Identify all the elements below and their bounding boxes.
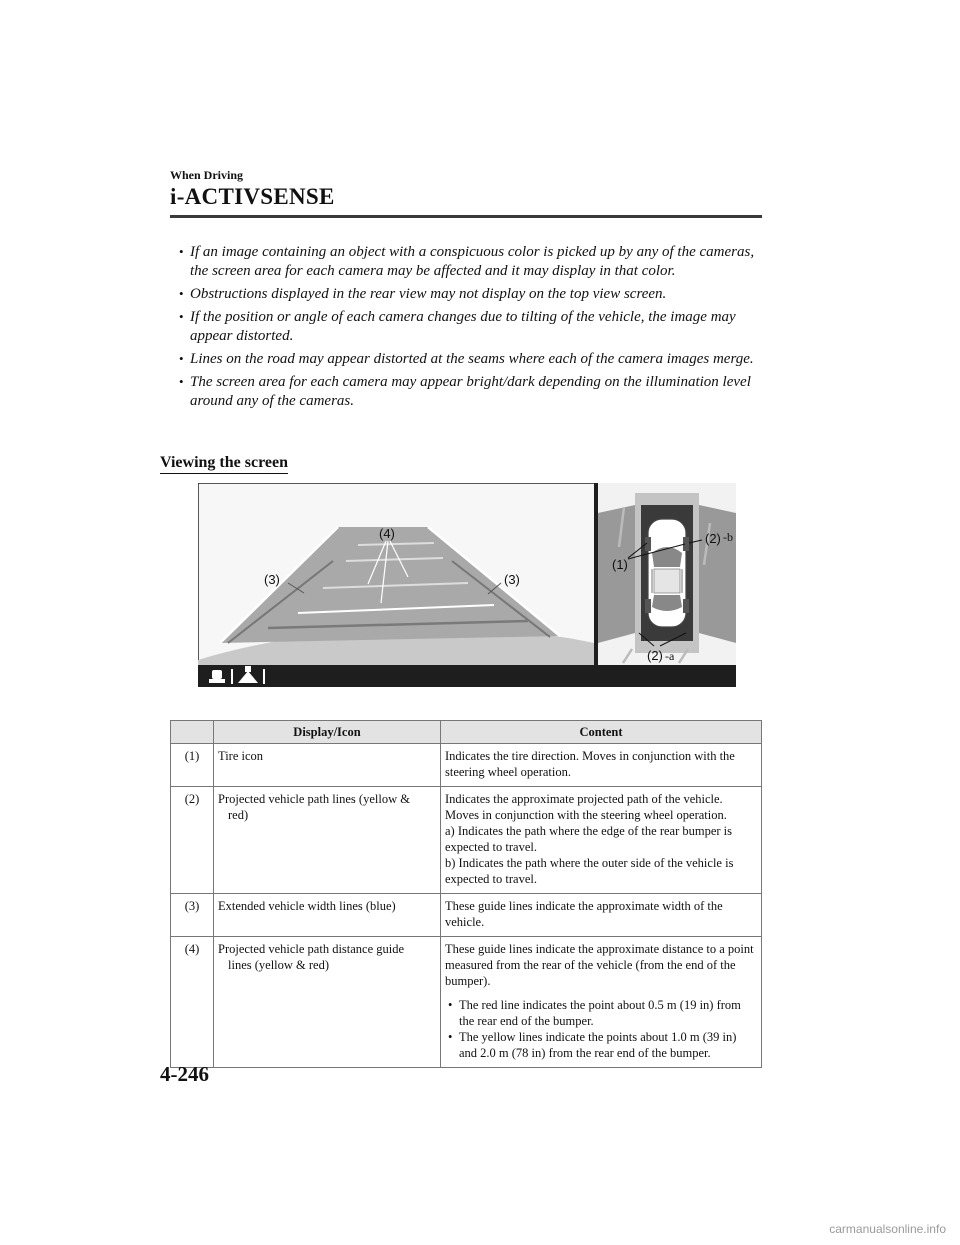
header-cell [171, 721, 214, 744]
row-content-b: b) Indicates the path where the outer side of the vehicle is expected to travel. [445, 856, 734, 886]
title-rule [170, 215, 762, 218]
car-top-icon [648, 519, 686, 627]
screen-illustration [198, 483, 736, 687]
label-2b-suffix: -b [723, 530, 733, 544]
table-row [171, 787, 762, 894]
bullet-text: If an image containing an object with a conspicuous color is picked up by any of the cameras, the screen area for each camera may be affected and it may display in that color. [190, 244, 755, 279]
row-sub-bullet: • The red line indicates the point about 0.5 m (19 in) from the rear end of the bumper. [448, 998, 741, 1028]
row-number: (2) [171, 787, 214, 894]
row-name-text: Projected vehicle path lines (yellow & [218, 792, 410, 806]
watermark-text: carmanualsonline.info [829, 1222, 946, 1236]
table-row [171, 937, 762, 1068]
row-name-text: Extended vehicle width lines (blue) [218, 899, 396, 913]
label-3-right: (3) [504, 572, 520, 587]
screen-figure [198, 483, 736, 687]
row-content: These guide lines indicate the approximate width of the vehicle. [441, 894, 762, 937]
table-header-row [171, 721, 762, 744]
header-cell: Display/Icon [214, 721, 441, 744]
row-number: (4) [171, 937, 214, 1068]
label-2a: (2) [647, 648, 663, 663]
row-content-text: Indicates the approximate projected path of the vehicle. Moves in conjunction with the steering wheel operation. [445, 792, 727, 822]
row-name-text: Projected vehicle path distance guide [218, 942, 405, 956]
row-display-icon [214, 787, 441, 894]
section-label: When Driving [170, 168, 244, 182]
row-sub-bullet: • The yellow lines indicate the points about 1.0 m (39 in) and 2.0 m (78 in) from the rear end of the bumper. [448, 1030, 737, 1060]
bullet-text: If the position or angle of each camera changes due to tilting of the vehicle, the image may appear distorted. [190, 309, 736, 344]
bullet-item: • The screen area for each camera may appear bright/dark depending on the illumination level around any of the cameras. [179, 374, 751, 409]
row-content-a: a) Indicates the path where the edge of the rear bumper is expected to travel. [445, 824, 733, 854]
label-1: (1) [612, 557, 628, 572]
page-number: 4-246 [160, 1062, 209, 1086]
row-number: (1) [171, 744, 214, 787]
bullet-item: • If the position or angle of each camera changes due to tilting of the vehicle, the image may appear distorted. [179, 309, 736, 344]
row-content: Indicates the tire direction. Moves in conjunction with the steering wheel operation. [441, 744, 762, 787]
row-name-text: Tire icon [218, 749, 264, 763]
row-number: (3) [171, 894, 214, 937]
row-sub-bullet-text: The yellow lines indicate the points about 1.0 m (39 in) and 2.0 m (78 in) from the rear end of the bumper. [459, 1030, 737, 1060]
label-3-left: (3) [264, 572, 280, 587]
bullet-text: Obstructions displayed in the rear view may not display on the top view screen. [190, 286, 667, 302]
bullet-text: Lines on the road may appear distorted at the seams where each of the camera images merge. [190, 351, 754, 367]
row-display-icon [214, 744, 441, 787]
bottom-status-bar [198, 665, 736, 687]
label-2b: (2) [705, 531, 721, 546]
row-display-icon [214, 894, 441, 937]
table-row [171, 744, 762, 787]
row-content [441, 787, 762, 894]
row-display-icon [214, 937, 441, 1068]
bullet-item: • If an image containing an object with a conspicuous color is picked up by any of the cameras, the screen area for each camera may be affected and it may display in that color. [179, 244, 755, 279]
caution-bullet-list [178, 243, 768, 415]
label-4: (4) [379, 526, 395, 541]
bullet-text: The screen area for each camera may appear bright/dark depending on the illumination level around any of the cameras. [190, 374, 751, 409]
label-2a-suffix: -a [665, 649, 675, 663]
subheading: Viewing the screen [160, 454, 288, 474]
row-content [441, 937, 762, 1068]
bullet-item: • Lines on the road may appear distorted at the seams where each of the camera images merge. [179, 351, 754, 367]
row-sub-bullet-text: The red line indicates the point about 0.5 m (19 in) from the rear end of the bumper. [459, 998, 741, 1028]
row-content-text: These guide lines indicate the approximate distance to a point measured from the rear of the vehicle (from the end of the bumper). [445, 942, 754, 988]
row-name-continued: red) [228, 808, 249, 822]
bullet-item: • Obstructions displayed in the rear view may not display on the top view screen. [179, 286, 667, 302]
row-name-continued: lines (yellow & red) [228, 958, 330, 972]
table-row [171, 894, 762, 937]
header-cell: Content [441, 721, 762, 744]
page-title: i-ACTIVSENSE [170, 184, 335, 209]
display-content-table [170, 720, 762, 1068]
